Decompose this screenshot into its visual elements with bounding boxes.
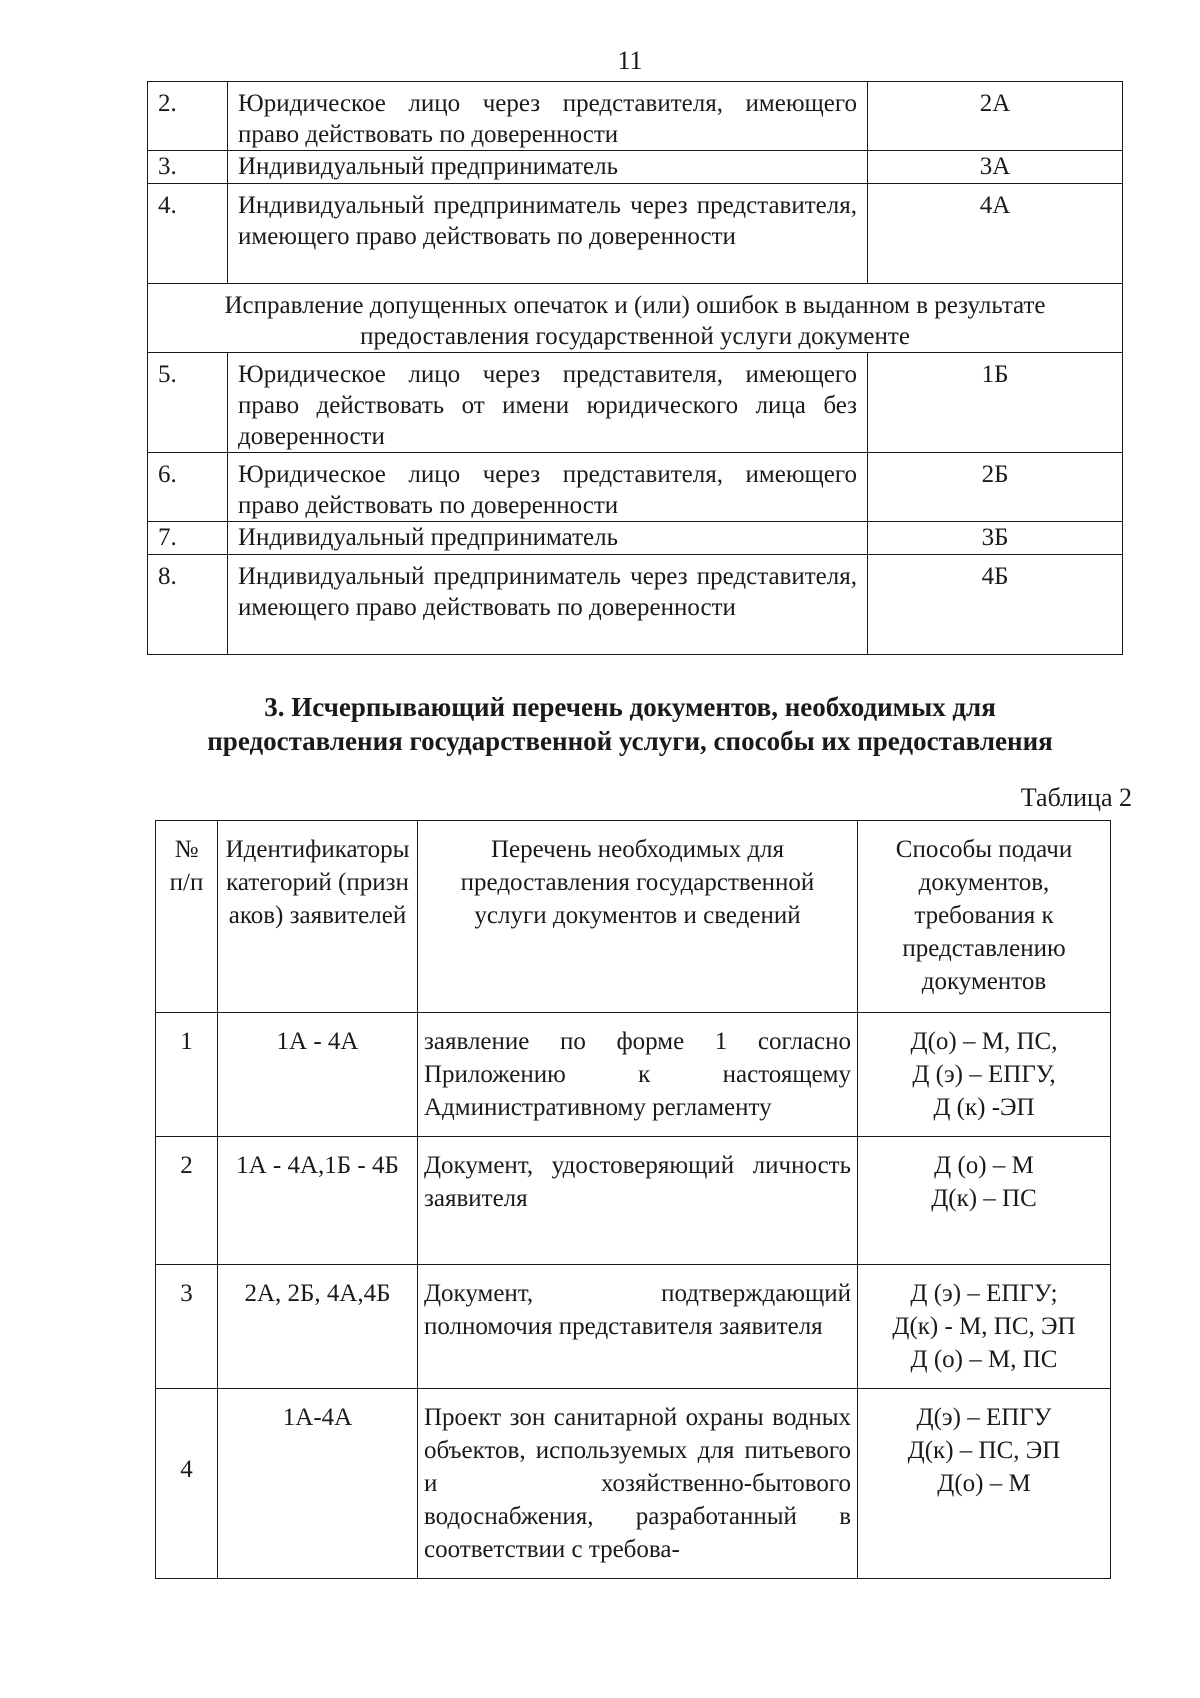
row-number: 8. [148,555,228,655]
section-title [130,690,1130,758]
method-line: Д(о) – М, ПС, [910,1028,1058,1055]
table-row [148,151,1123,184]
method-line: Д(к) – ПС [931,1185,1037,1212]
row-number: 1 [156,1013,218,1137]
row-identifiers: 2А, 2Б, 4А,4Б [218,1265,418,1389]
table-row [156,1389,1111,1579]
row-methods [858,1265,1111,1389]
section-header: Исправление допущенных опечаток и (или) ошибок в выданном в результате предоставления государственной услуги документе [148,284,1123,353]
row-description: Юридическое лицо через представителя, имеющего право действовать по доверенности [228,453,868,522]
row-documents: Проект зон санитарной охраны водных объектов, используемых для питьевого и хозяйственно-бытового водоснабжения, разработанный в соответствии с требова- [418,1389,858,1579]
row-documents: заявление по форме 1 согласно Приложению к настоящему Административному регламенту [418,1013,858,1137]
table-row [148,353,1123,453]
row-code: 3Б [868,522,1123,555]
row-number: 4. [148,184,228,284]
row-description: Индивидуальный предприниматель через представителя, имеющего право действовать по доверенности [228,555,868,655]
method-line: Д (о) – М [934,1152,1034,1179]
row-documents: Документ, удостоверяющий личность заявителя [418,1137,858,1265]
method-line: Д(о) – М [937,1470,1031,1497]
column-header-methods: Способы подачи документов, требования к представлению документов [858,821,1111,1013]
row-code: 2Б [868,453,1123,522]
row-description: Юридическое лицо через представителя, имеющего право действовать по доверенности [228,82,868,151]
row-number: 5. [148,353,228,453]
row-identifiers: 1А - 4А [218,1013,418,1137]
table-row [156,1137,1111,1265]
row-code: 2А [868,82,1123,151]
row-code: 4А [868,184,1123,284]
row-methods [858,1137,1111,1265]
method-line: Д(к) – ПС, ЭП [907,1437,1061,1464]
method-line: Д (о) – М, ПС [910,1346,1058,1373]
column-header-identifiers: Идентификаторы категорий (признаков) заявителей [218,821,418,1013]
table-row [156,1013,1111,1137]
section-title-line: 3. Исчерпывающий перечень документов, необходимых для [264,692,996,722]
table-row [156,1265,1111,1389]
table-row [148,555,1123,655]
table-row [148,522,1123,555]
row-description: Индивидуальный предприниматель [228,151,868,184]
method-line: Д (э) – ЕПГУ; [910,1280,1058,1307]
method-line: Д (э) – ЕПГУ, [912,1061,1056,1088]
table-row [148,184,1123,284]
table-caption: Таблица 2 [1020,783,1132,812]
row-code: 1Б [868,353,1123,453]
column-header-documents: Перечень необходимых для предоставления государственной услуги документов и сведений [418,821,858,1013]
table-row [148,453,1123,522]
row-code: 4Б [868,555,1123,655]
row-number: 7. [148,522,228,555]
page-number: 11 [617,46,643,75]
method-line: Д(к) - М, ПС, ЭП [892,1313,1076,1340]
row-code: 3А [868,151,1123,184]
row-identifiers: 1А - 4А,1Б - 4Б [218,1137,418,1265]
table-header-row [156,821,1111,1013]
row-number: 3 [156,1265,218,1389]
row-description: Индивидуальный предприниматель [228,522,868,555]
row-description: Юридическое лицо через представителя, имеющего право действовать от имени юридического лица без доверенности [228,353,868,453]
row-number: 2. [148,82,228,151]
method-line: Д (к) -ЭП [933,1094,1035,1121]
column-header-number: № п/п [156,821,218,1013]
table-row [148,82,1123,151]
row-documents: Документ, подтверждающий полномочия представителя заявителя [418,1265,858,1389]
row-methods [858,1389,1111,1579]
row-methods [858,1013,1111,1137]
row-description: Индивидуальный предприниматель через представителя, имеющего право действовать по доверенности [228,184,868,284]
section-title-line: предоставления государственной услуги, способы их предоставления [207,726,1053,756]
row-number: 6. [148,453,228,522]
documents-table [155,820,1111,1579]
section-header-row [148,284,1123,353]
row-number: 4 [156,1389,218,1579]
applicant-categories-table [147,81,1123,655]
row-number: 2 [156,1137,218,1265]
row-number: 3. [148,151,228,184]
method-line: Д(э) – ЕПГУ [916,1404,1052,1431]
row-identifiers: 1А-4А [218,1389,418,1579]
